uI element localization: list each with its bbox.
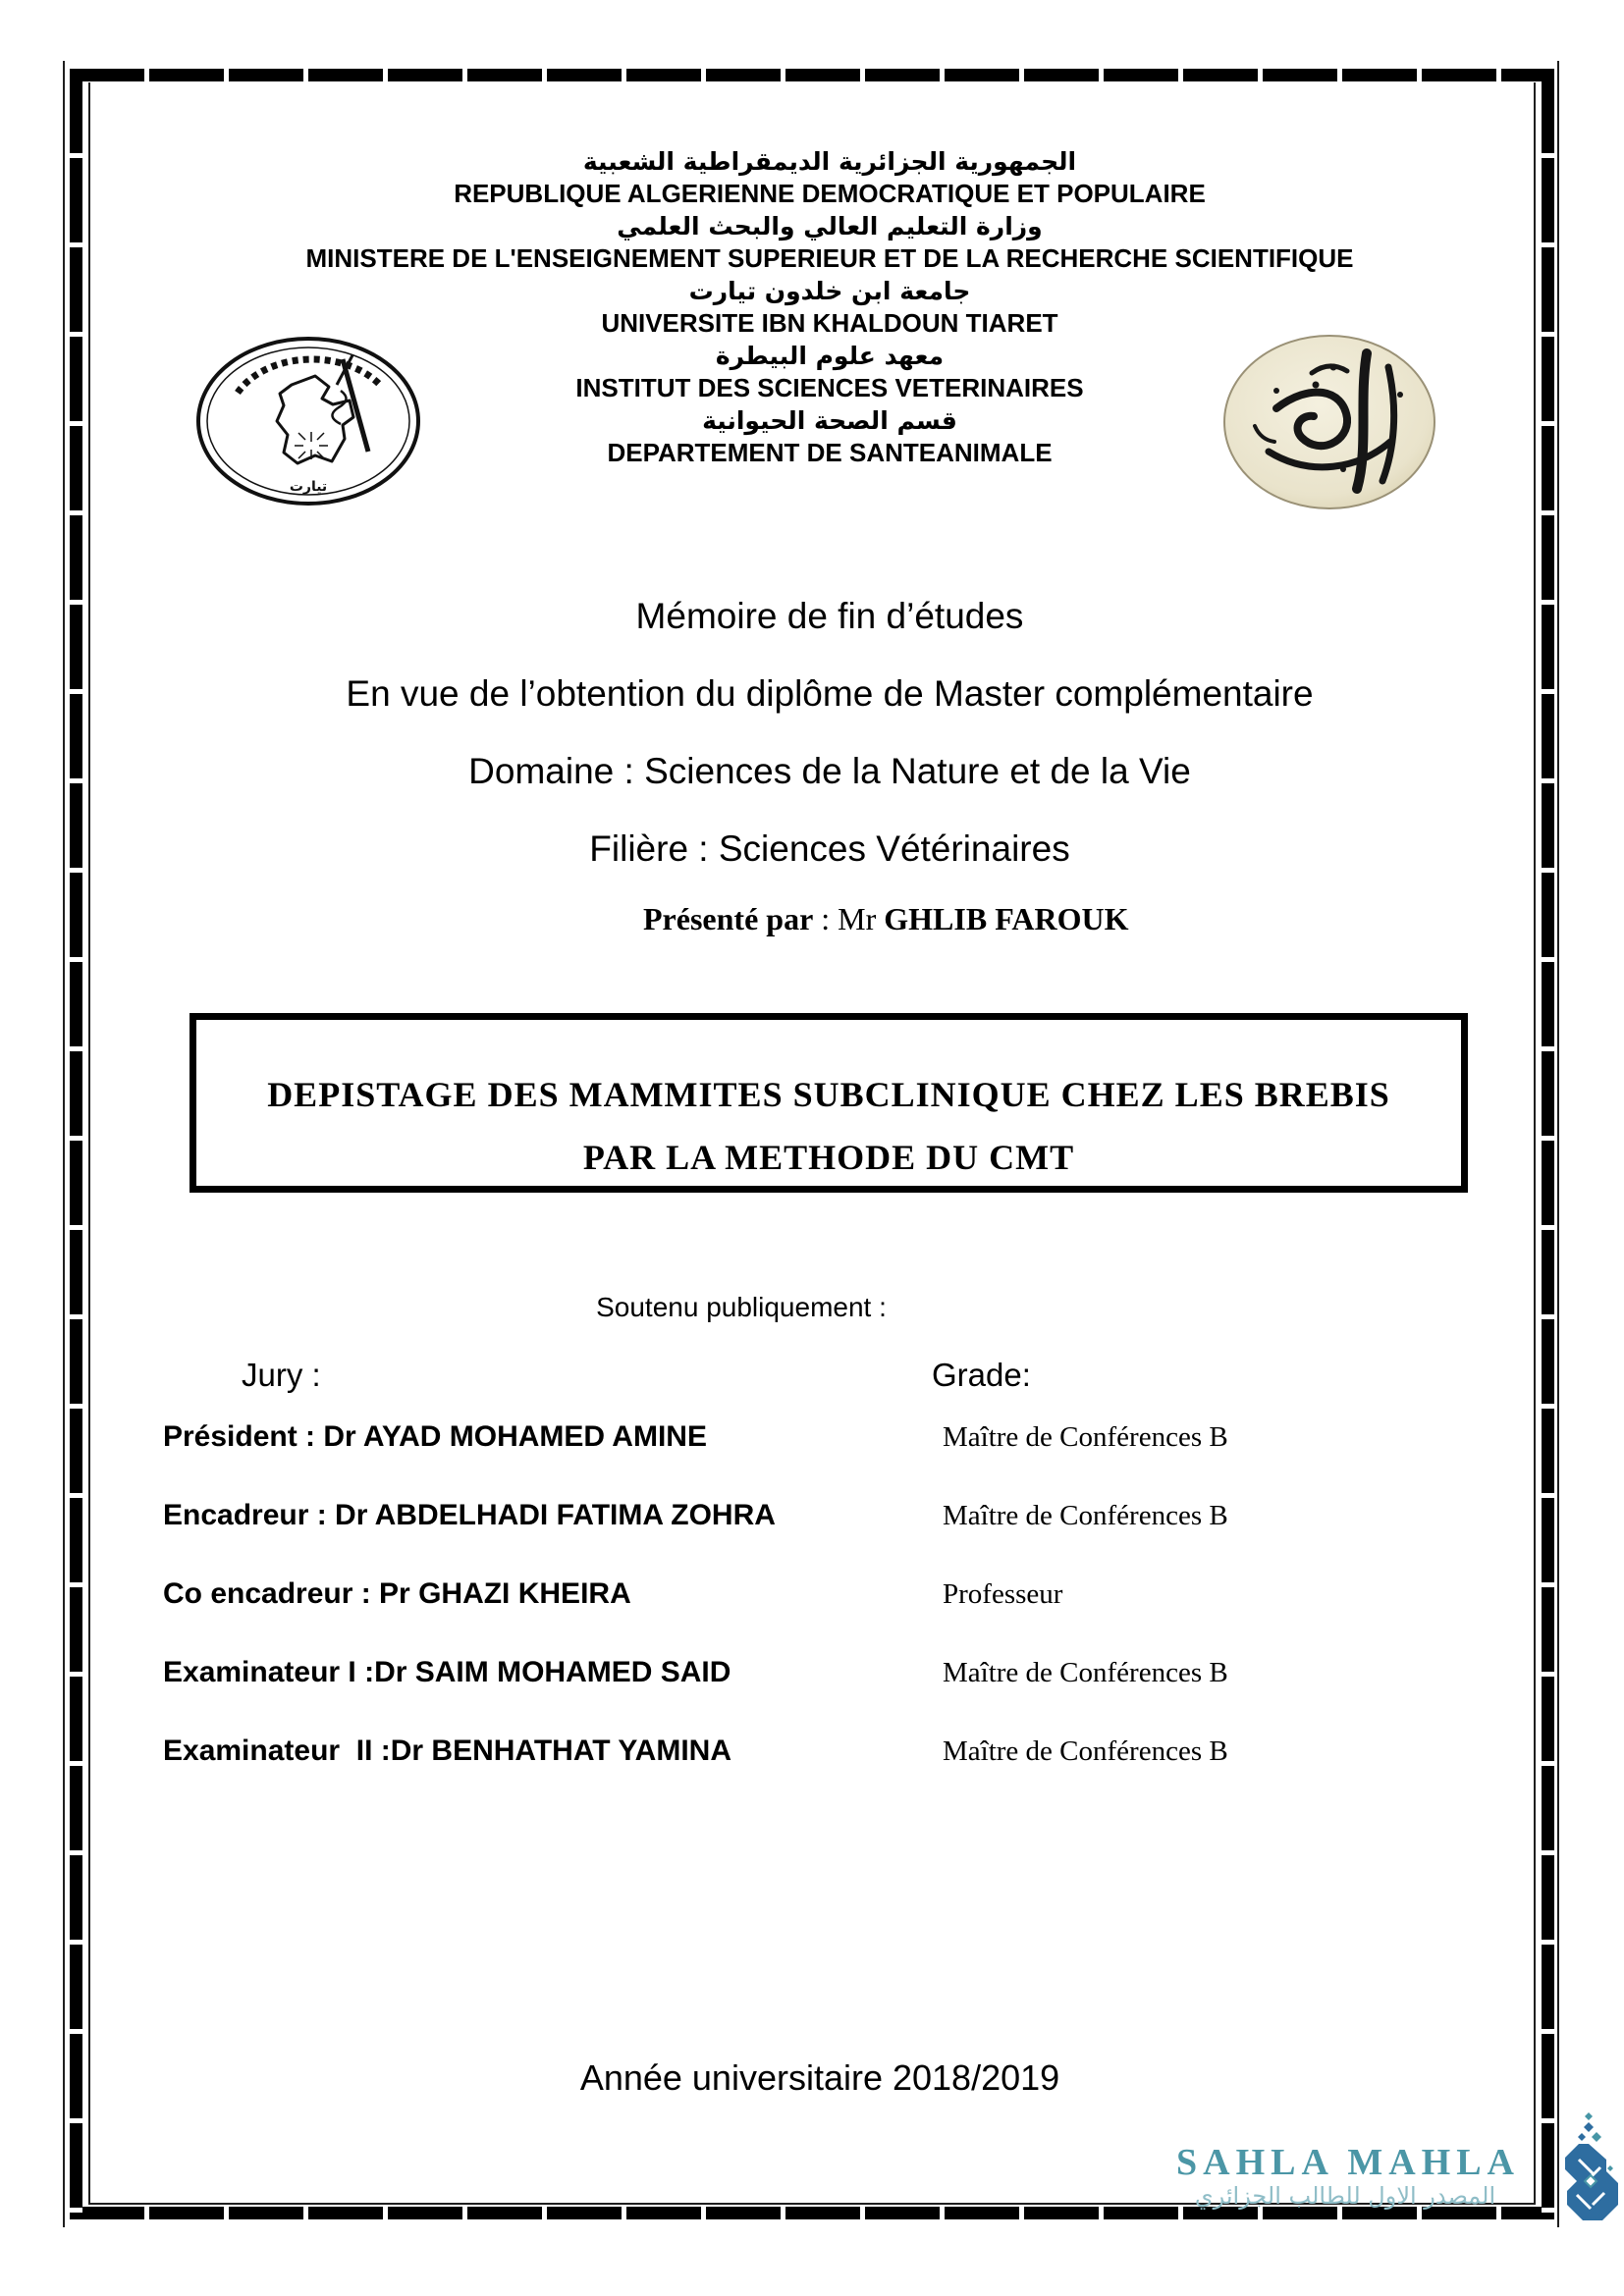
frame-inner-left-line [88, 82, 90, 2203]
jury-row-examinateur-2 [163, 1734, 1498, 1775]
presented-by-separator: : Mr [813, 901, 885, 936]
jury-grade: Maître de Conférences B [943, 1735, 1228, 1767]
veterinary-institute-seal-icon [193, 334, 423, 508]
jury-grade: Maître de Conférences B [943, 1500, 1228, 1531]
thesis-title-line-2: PAR LA METHODE DU CMT [582, 1138, 1075, 1177]
jury-column-label: Jury : [242, 1357, 321, 1393]
diploma-line: En vue de l’obtention du diplôme de Master complémentaire [346, 673, 1314, 714]
jury-row-examinateur-1 [163, 1655, 1498, 1696]
thesis-title-line-1: DEPISTAGE DES MAMMITES SUBCLINIQUE CHEZ LES BREBIS [267, 1075, 1390, 1114]
thesis-title-box [189, 1013, 1468, 1193]
ibn-khaldoun-university-seal-icon [1219, 332, 1439, 512]
header-line-fr-ministry: MINISTERE DE L'ENSEIGNEMENT SUPERIEUR ET DE LA RECHERCHE SCIENTIFIQUE [305, 243, 1354, 273]
header-line-ar-institute: معهد علوم البيطرة [715, 342, 945, 370]
academic-year: Année universitaire 2018/2019 [579, 2057, 1060, 2098]
header-line-fr-department: DEPARTEMENT DE SANTEANIMALE [607, 438, 1053, 467]
header-line-fr-institute: INSTITUT DES SCIENCES VETERINAIRES [575, 373, 1084, 402]
intro-block [112, 596, 1547, 906]
frame-dashed-left [70, 69, 82, 2219]
seal-bottom-text: تيارت [289, 479, 328, 495]
jury-role: Examinateur I :Dr SAIM MOHAMED SAID [163, 1656, 731, 1688]
header-line-fr-republic: REPUBLIQUE ALGERIENNE DEMOCRATIQUE ET POPULAIRE [454, 179, 1206, 208]
jury-grade: Professeur [943, 1578, 1063, 1610]
frame-dashed-top [70, 69, 1554, 81]
sahla-mahla-wordmark: SAHLA MAHLA [1176, 2142, 1520, 2183]
jury-row-encadreur [163, 1498, 1498, 1539]
jury-role: Examinateur II :Dr BENHATHAT YAMINA [163, 1735, 731, 1767]
header-line-ar-department: قسم الصحة الحيوانية [702, 406, 957, 435]
memoire-line: Mémoire de fin d’études [635, 596, 1024, 636]
jury-role: Président : Dr AYAD MOHAMED AMINE [163, 1420, 707, 1453]
jury-role: Co encadreur : Pr GHAZI KHEIRA [163, 1577, 631, 1610]
sahla-mahla-emblem-icon [1549, 2110, 1624, 2224]
filiere-line: Filière : Sciences Vétérinaires [589, 828, 1070, 869]
sahla-mahla-tagline: المصدر الاول للطالب الجزائري [1194, 2182, 1496, 2210]
author-name: GHLIB FAROUK [884, 901, 1129, 936]
header-line-ar-ministry: وزارة التعليم العالي والبحث العلمي [617, 212, 1043, 240]
grade-column-label: Grade: [932, 1357, 1031, 1393]
frame-outer-left-line [63, 61, 65, 2227]
header-line-ar-university: جامعة ابن خلدون تيارت [688, 277, 971, 305]
defense-statement: Soutenu publiquement : [596, 1292, 887, 1322]
jury-row-co-encadreur [163, 1576, 1498, 1618]
jury-grade: Maître de Conférences B [943, 1421, 1228, 1453]
header-line-fr-university: UNIVERSITE IBN KHALDOUN TIARET [601, 308, 1058, 338]
jury-grade: Maître de Conférences B [943, 1657, 1228, 1688]
jury-role: Encadreur : Dr ABDELHADI FATIMA ZOHRA [163, 1499, 776, 1531]
jury-row-president [163, 1419, 1498, 1461]
presented-by-label: Présenté par [643, 901, 814, 936]
domaine-line: Domaine : Sciences de la Nature et de la Vie [468, 751, 1191, 791]
header-line-ar-republic: الجمهورية الجزائرية الديمقراطية الشعبية [582, 147, 1077, 176]
presented-by-line [643, 901, 1128, 937]
frame-outer-right-line [1557, 61, 1559, 2227]
